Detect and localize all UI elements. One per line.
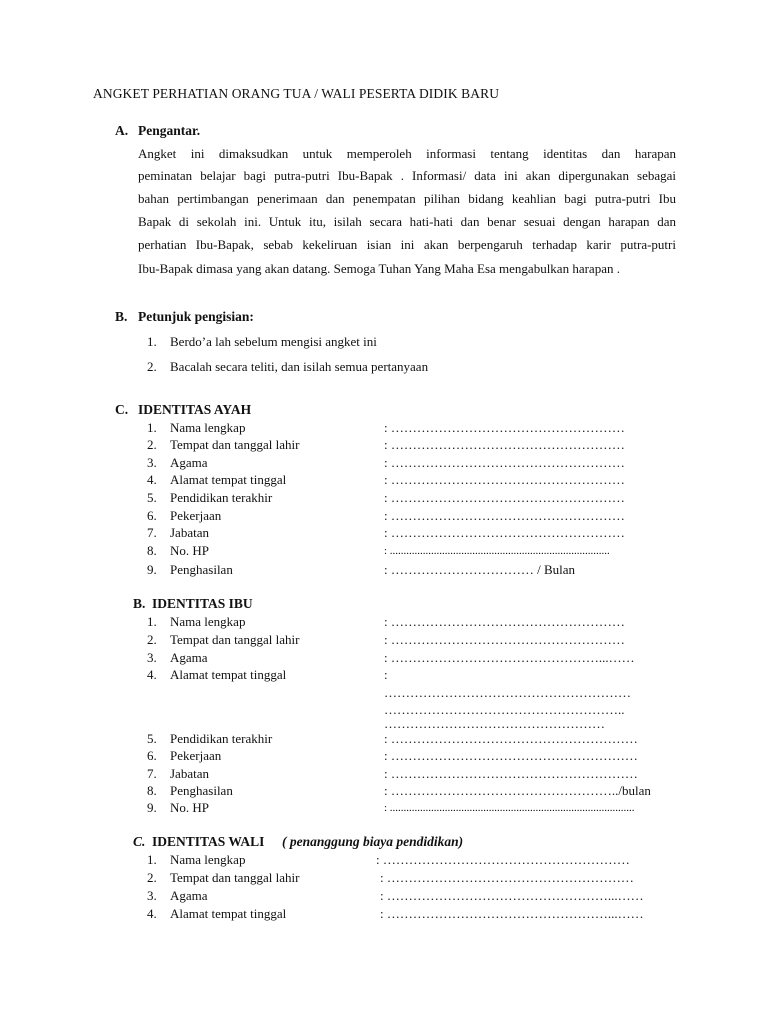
field-label: Agama (170, 650, 208, 665)
field-number: 7. (147, 525, 157, 540)
field-number: 9. (147, 800, 157, 815)
wali-nama-field[interactable]: : ………………………………………………… (376, 852, 630, 867)
ibu-penghasilan-field[interactable]: : ……………………………………………../bulan (384, 783, 651, 798)
field-label: Pekerjaan (170, 748, 222, 763)
ayah-agama-field[interactable]: : ……………………………………………… (384, 455, 625, 470)
ayah-jabatan-field[interactable]: : ……………………………………………… (384, 525, 625, 540)
field-number: 3. (147, 455, 157, 470)
intro-line: peminatan belajar bagi putra-putri Ibu-Bapak . Informasi/ data ini akan dipergunakan sebagai (138, 168, 676, 183)
page-title: ANGKET PERHATIAN ORANG TUA / WALI PESERTA DIDIK BARU (93, 86, 500, 101)
ayah-ttl-field[interactable]: : ……………………………………………… (384, 437, 625, 452)
field-number: 7. (147, 766, 157, 781)
field-label: Agama (170, 455, 208, 470)
field-label: Jabatan (170, 525, 209, 540)
section-wali-subheading: ( penanggung biaya pendidikan) (282, 834, 464, 849)
field-label: Nama lengkap (170, 852, 246, 867)
field-number: 4. (147, 667, 157, 682)
wali-ttl-field[interactable]: : ………………………………………………… (380, 870, 634, 885)
field-label: Pendidikan terakhir (170, 731, 273, 746)
ibu-hp-field[interactable]: : ......................................................................................... (384, 802, 635, 814)
section-b-heading: Petunjuk pengisian: (138, 309, 254, 324)
field-number: 6. (147, 748, 157, 763)
field-number: 5. (147, 731, 157, 746)
field-label: Tempat dan tanggal lahir (170, 870, 300, 885)
field-label: Agama (170, 888, 208, 903)
field-number: 4. (147, 906, 157, 921)
ibu-nama-field[interactable]: : ……………………………………………… (384, 614, 625, 629)
field-number: 5. (147, 490, 157, 505)
field-number: 1. (147, 420, 157, 435)
ibu-alamat-line-1[interactable]: ………………………………………………… (384, 685, 631, 700)
intro-line: Angket ini dimaksudkan untuk memperoleh informasi tentang identitas dan harapan (138, 146, 676, 161)
instruction-text: Berdo’a lah sebelum mengisi angket ini (170, 334, 377, 349)
ibu-alamat-colon: : (384, 667, 388, 682)
field-number: 2. (147, 870, 157, 885)
field-label: No. HP (170, 543, 210, 558)
field-label: Alamat tempat tinggal (170, 472, 287, 487)
field-label: Penghasilan (170, 783, 233, 798)
field-label: Pekerjaan (170, 508, 222, 523)
field-label: Tempat dan tanggal lahir (170, 632, 300, 647)
section-ibu-letter: B. (133, 596, 146, 611)
wali-alamat-field[interactable]: : ……………………………………………...…… (380, 906, 644, 921)
field-number: 2. (147, 632, 157, 647)
field-number: 4. (147, 472, 157, 487)
intro-line: perhatian Ibu-Bapak, sebab kekeliruan isian ini akan berpengaruh terhadap karir putra-putri (138, 237, 676, 252)
field-number: 2. (147, 437, 157, 452)
section-ayah-letter: C. (115, 402, 129, 417)
wali-agama-field[interactable]: : ……………………………………………...…… (380, 888, 644, 903)
instruction-number: 1. (147, 334, 157, 349)
section-a-heading: Pengantar. (138, 123, 201, 138)
ibu-jabatan-field[interactable]: : ………………………………………………… (384, 766, 638, 781)
ibu-agama-field[interactable]: : …………………………………………...…… (384, 650, 635, 665)
ayah-hp-field[interactable]: : ................................................................................ (384, 545, 610, 557)
field-number: 3. (147, 650, 157, 665)
ayah-pendidikan-field[interactable]: : ……………………………………………… (384, 490, 625, 505)
ayah-nama-field[interactable]: : ……………………………………………… (384, 420, 625, 435)
field-number: 6. (147, 508, 157, 523)
section-wali-heading: IDENTITAS WALI (152, 834, 265, 849)
section-ayah-heading: IDENTITAS AYAH (138, 402, 252, 417)
field-label: No. HP (170, 800, 210, 815)
ibu-ttl-field[interactable]: : ……………………………………………… (384, 632, 625, 647)
ayah-pekerjaan-field[interactable]: : ……………………………………………… (384, 508, 625, 523)
field-number: 8. (147, 783, 157, 798)
section-b-letter: B. (115, 309, 128, 324)
ibu-alamat-line-3[interactable]: …………………………………………… (384, 716, 605, 731)
field-label: Alamat tempat tinggal (170, 906, 287, 921)
field-number: 1. (147, 852, 157, 867)
field-label: Pendidikan terakhir (170, 490, 273, 505)
field-label: Tempat dan tanggal lahir (170, 437, 300, 452)
field-number: 3. (147, 888, 157, 903)
intro-line: Ibu-Bapak dimasa yang akan datang. Semoga Tuhan Yang Maha Esa mengabulkan harapan . (138, 261, 620, 276)
intro-line: Bapak di sekolah ini. Untuk itu, isilah secara hati-hati dan benar sesuai dengan harapan dan (138, 214, 676, 229)
section-a-letter: A. (115, 123, 129, 138)
ayah-penghasilan-field[interactable]: : …………………………… / Bulan (384, 562, 576, 577)
instruction-number: 2. (147, 359, 157, 374)
field-label: Nama lengkap (170, 420, 246, 435)
field-number: 1. (147, 614, 157, 629)
section-wali-letter: C. (133, 834, 146, 849)
field-number: 8. (147, 543, 157, 558)
field-label: Jabatan (170, 766, 209, 781)
ibu-pendidikan-field[interactable]: : ………………………………………………… (384, 731, 638, 746)
section-ibu-heading: IDENTITAS IBU (152, 596, 253, 611)
field-label: Nama lengkap (170, 614, 246, 629)
field-label: Penghasilan (170, 562, 233, 577)
instruction-text: Bacalah secara teliti, dan isilah semua pertanyaan (170, 359, 429, 374)
field-label: Alamat tempat tinggal (170, 667, 287, 682)
ibu-alamat-line-2[interactable]: ……………………………………………….. (384, 702, 625, 717)
ayah-alamat-field[interactable]: : ……………………………………………… (384, 472, 625, 487)
field-number: 9. (147, 562, 157, 577)
ibu-pekerjaan-field[interactable]: : ………………………………………………… (384, 748, 638, 763)
intro-line: bahan pertimbangan penerimaan dan penempatan pilihan bidang keahlian bagi putra-putri Ibu (138, 191, 676, 206)
